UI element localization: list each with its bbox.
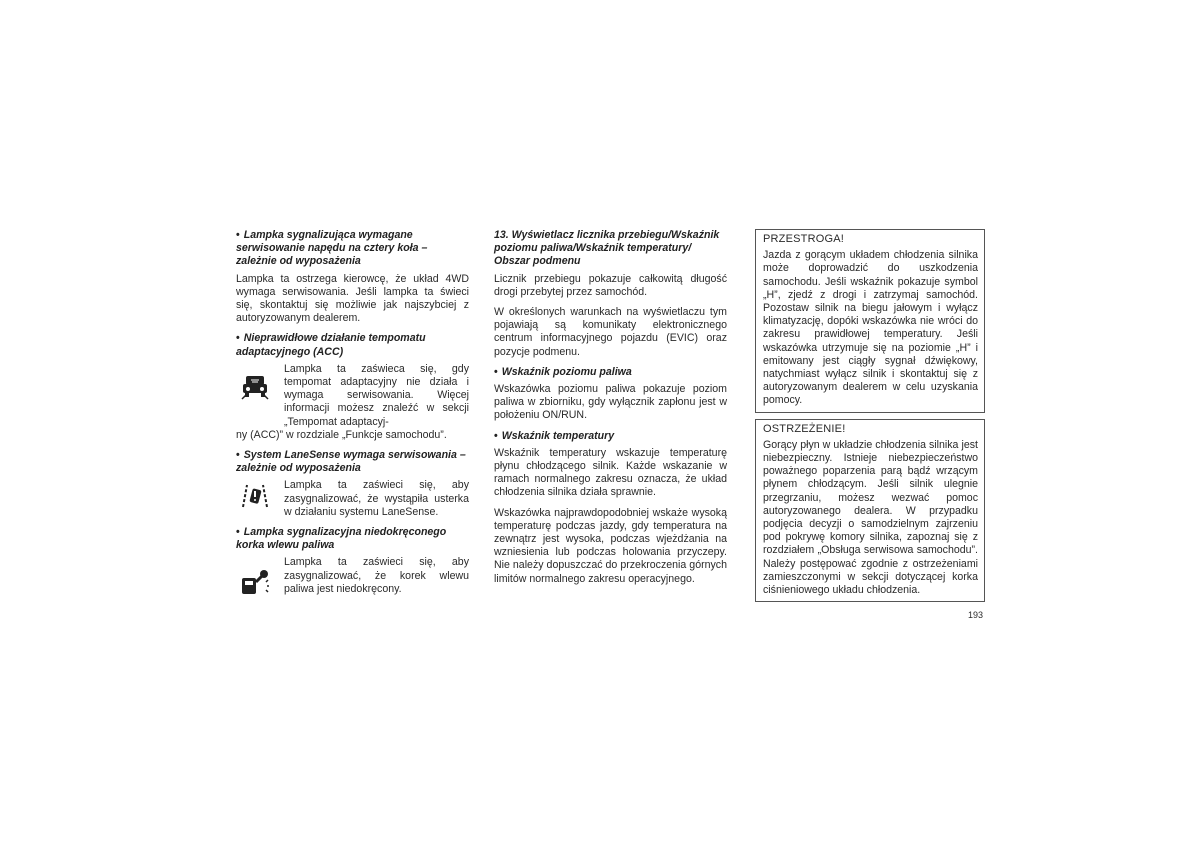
section-heading-odometer: 13. Wyświetlacz licznika przebiegu/Wskaźnik poziomu paliwa/Wskaźnik temperatury/ Obszar podmenu [494, 229, 720, 268]
section-heading-temperature: • Wskaźnik temperatury [494, 429, 615, 442]
evic-paragraph: W określonych warunkach na wyświetlaczu tym pojawiają są komunikaty elektronicznego centrum informacyjnego pojazdu (EVIC) oraz pozycje podmenu. [494, 306, 727, 358]
section-heading-lanesense: • System LaneSense wymaga serwisowania – zależnie od wyposażenia [236, 449, 466, 475]
lanesense-paragraph: Lampka ta zaświeci się, aby zasygnalizować, że wystąpiła usterka w działaniu systemu LaneSense. [236, 479, 469, 519]
section-heading-fuel-gauge: • Wskaźnik poziomu paliwa [494, 365, 632, 378]
middle-column [494, 229, 727, 593]
lanesense-warning-icon [236, 479, 274, 509]
warning-title: OSTRZEŻENIE! [763, 422, 846, 435]
odometer-paragraph: Licznik przebiegu pokazuje całkowitą długość drogi przebytej przez samochód. [494, 272, 727, 298]
fuel-gauge-paragraph: Wskazówka poziomu paliwa pokazuje poziom paliwa w zbiorniku, gdy wyłącznik zapłonu jest w położeniu ON/RUN. [494, 383, 727, 422]
section-heading-acc: • Nieprawidłowe działanie tempomatu adaptacyjnego (ACC) [236, 332, 426, 358]
left-column [236, 229, 469, 596]
acc-paragraph-tail: ny (ACC)” w rozdziale „Funkcje samochodu”. [236, 428, 447, 441]
caution-box [755, 229, 985, 413]
acc-paragraph: Lampka ta zaświeca się, gdy tempomat adaptacyjny nie działa i wymaga serwisowania. Więcej informacji możesz znaleźć w sekcji „Tempomat adaptacyj- [236, 363, 469, 429]
warning-text: Gorący płyn w układzie chłodzenia silnika jest niebezpieczny. Istnieje niebezpieczeństwo poważnego poparzenia parą bądź wrzącym płynem chłodzącym. Jeśli silnik ulegnie przegrzaniu, możesz wezwać pomoc autoryzowanego dealera. W przypadku podjęcia decyzji o samodzielnym zajrzeniu pod pokrywę komory silnika, zapoznaj się z rozdziałem „Obsługa serwisowa samochodu”. Należy postępować zgodnie z ostrzeżeniami zamieszczonymi w sekcji dotyczącej korka ciśnieniowego układu chłodzenia. [763, 438, 978, 597]
section-heading-4wd: • Lampka sygnalizująca wymagane serwisowanie napędu na cztery koła – zależnie od wyposażenia [236, 229, 428, 268]
section-heading-fuel-cap: • Lampka sygnalizacyjna niedokręconego korka wlewu paliwa [236, 526, 447, 552]
page-number: 193 [968, 610, 984, 620]
paragraph-4wd: Lampka ta ostrzega kierowcę, że układ 4WD wymaga serwisowania. Jeśli lampka ta świeci się, skontaktuj się możliwie jak najszybciej z autoryzowanym dealerem. [236, 272, 469, 325]
caution-title: PRZESTROGA! [763, 233, 845, 245]
warning-box [755, 419, 985, 603]
loose-fuel-cap-icon [236, 556, 274, 596]
temperature-paragraph-1: Wskaźnik temperatury wskazuje temperaturę płynu chłodzącego silnik. Każde wskazanie w ramach normalnego zakresu oznacza, że układ chłodzenia silnika działa sprawnie. [494, 446, 727, 499]
caution-text: Jazda z gorącym układem chłodzenia silnika może doprowadzić do uszkodzenia samochodu. Jeśli wskaźnik pokazuje symbol „H”, zjedź z drogi i zatrzymaj samochód. Pozostaw silnik na biegu jałowym i wyłącz klimatyzację, dopóki wskazówka nie wróci do zakresu prawidłowej temperatury. Jeśli wskazówka utrzymuje się na poziomie „H” i emitowany jest ciągły sygnał dźwiękowy, natychmiast wyłącz silnik i skontaktuj się z autoryzowanym dealerem w celu uzyskania pomocy. [763, 249, 978, 407]
fuel-cap-paragraph: Lampka ta zaświeci się, aby zasygnalizować, że korek wlewu paliwa jest niedokręcony. [236, 556, 469, 596]
right-column [755, 229, 985, 608]
acc-warning-icon [236, 363, 274, 401]
temperature-paragraph-2: Wskazówka najprawdopodobniej wskaże wysoką temperaturę podczas jazdy, gdy temperatura na zewnątrz jest wysoka, podczas wjeżdżania na wzniesienia lub podczas holowania przyczepy. Nie należy dopuszczać do przekroczenia górnych limitów normalnego zakresu operacyjnego. [494, 506, 727, 585]
